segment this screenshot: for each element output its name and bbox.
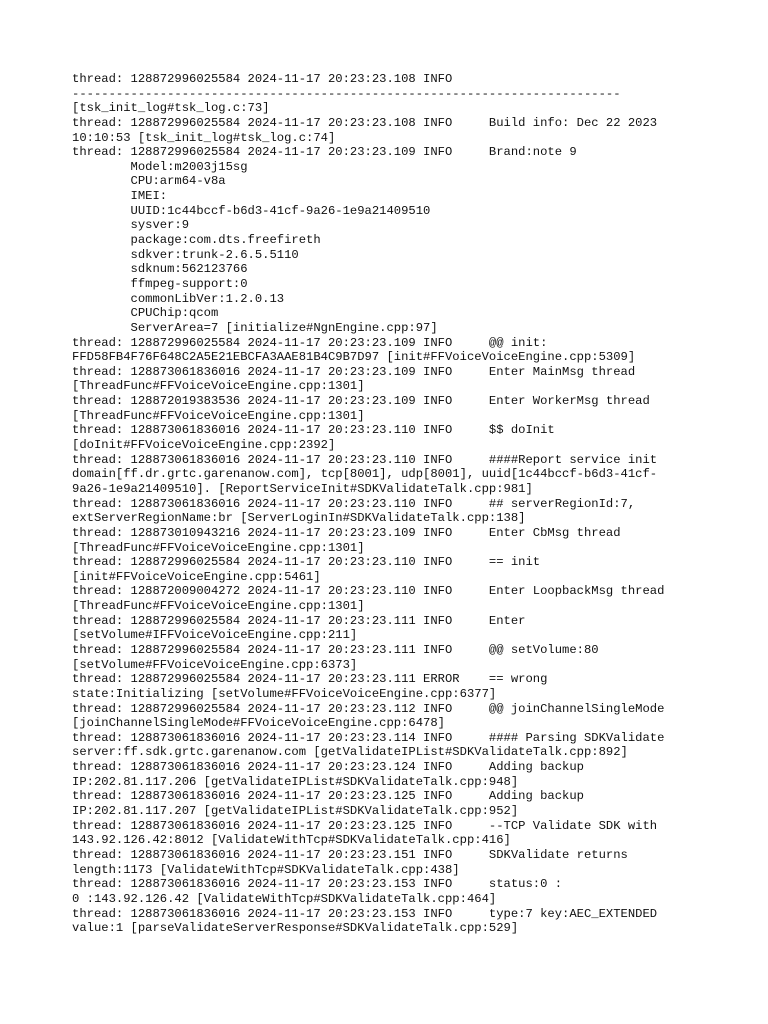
log-line: domain[ff.dr.grtc.garenanow.com], tcp[8001], udp[8001], uuid[1c44bccf-b6d3-41cf- (72, 467, 658, 482)
log-document (72, 72, 752, 936)
log-line: CPUChip:qcom (72, 306, 219, 321)
log-line: [joinChannelSingleMode#FFVoiceVoiceEngine.cpp:6478] (72, 716, 445, 731)
log-line: sysver:9 (72, 218, 190, 233)
log-line: thread: 128872996025584 2024-11-17 20:23:23.111 INFO @@ setVolume:80 (72, 642, 599, 657)
log-line: IP:202.81.117.206 [getValidateIPList#SDKValidateTalk.cpp:948] (72, 774, 519, 789)
log-line: [setVolume#FFVoiceVoiceEngine.cpp:6373] (72, 657, 358, 672)
log-line: thread: 128872996025584 2024-11-17 20:23:23.108 INFO (72, 72, 453, 86)
log-line: thread: 128873061836016 2024-11-17 20:23:23.110 INFO ####Report service init (72, 452, 658, 467)
log-line: [ThreadFunc#FFVoiceVoiceEngine.cpp:1301] (72, 408, 365, 423)
log-line: state:Initializing [setVolume#FFVoiceVoiceEngine.cpp:6377] (72, 686, 497, 701)
log-line: ffmpeg-support:0 (72, 276, 248, 291)
log-line: extServerRegionName:br [ServerLoginIn#SDKValidateTalk.cpp:138] (72, 511, 526, 526)
log-line: [ThreadFunc#FFVoiceVoiceEngine.cpp:1301] (72, 540, 365, 555)
log-line: [tsk_init_log#tsk_log.c:73] (72, 101, 270, 116)
log-line: thread: 128873061836016 2024-11-17 20:23:23.151 INFO SDKValidate returns (72, 847, 628, 862)
log-line: thread: 128872019383536 2024-11-17 20:23:23.109 INFO Enter WorkerMsg thread (72, 394, 650, 409)
log-line: sdkver:trunk-2.6.5.5110 (72, 247, 299, 262)
log-line: thread: 128873061836016 2024-11-17 20:23:23.153 INFO status:0 : (72, 877, 563, 892)
log-line: thread: 128873061836016 2024-11-17 20:23:23.109 INFO Enter MainMsg thread (72, 364, 636, 379)
log-line: thread: 128872996025584 2024-11-17 20:23:23.109 INFO Brand:note 9 (72, 145, 577, 160)
log-line: IMEI: (72, 189, 168, 204)
log-line: 9a26-1e9a21409510]. [ReportServiceInit#SDKValidateTalk.cpp:981] (72, 481, 533, 496)
log-line: [init#FFVoiceVoiceEngine.cpp:5461] (72, 569, 321, 584)
log-line: thread: 128873061836016 2024-11-17 20:23:23.153 INFO type:7 key:AEC_EXTENDED (72, 906, 658, 921)
log-line: [ThreadFunc#FFVoiceVoiceEngine.cpp:1301] (72, 599, 365, 614)
log-line: UUID:1c44bccf-b6d3-41cf-9a26-1e9a21409510 (72, 203, 431, 218)
log-line: thread: 128872996025584 2024-11-17 20:23:23.111 INFO Enter (72, 613, 526, 628)
log-line: [setVolume#IFFVoiceVoiceEngine.cpp:211] (72, 628, 358, 643)
log-line: thread: 128873061836016 2024-11-17 20:23:23.125 INFO --TCP Validate SDK with (72, 818, 658, 833)
log-line: 10:10:53 [tsk_init_log#tsk_log.c:74] (72, 130, 336, 145)
log-line: value:1 [parseValidateServerResponse#SDKValidateTalk.cpp:529] (72, 921, 519, 936)
log-line: [doInit#FFVoiceVoiceEngine.cpp:2392] (72, 438, 336, 453)
log-line: thread: 128872009004272 2024-11-17 20:23:23.110 INFO Enter LoopbackMsg thread (72, 584, 665, 599)
log-line: thread: 128872996025584 2024-11-17 20:23:23.110 INFO == init (72, 555, 541, 570)
log-line: thread: 128872996025584 2024-11-17 20:23:23.112 INFO @@ joinChannelSingleMode (72, 701, 665, 716)
log-line: sdknum:562123766 (72, 262, 248, 277)
log-line: thread: 128872996025584 2024-11-17 20:23:23.111 ERROR == wrong (72, 672, 548, 687)
log-line: thread: 128872996025584 2024-11-17 20:23:23.108 INFO Build info: Dec 22 2023 (72, 115, 658, 130)
log-line: thread: 128873061836016 2024-11-17 20:23:23.110 INFO ## serverRegionId:7, (72, 496, 636, 511)
log-line: length:1173 [ValidateWithTcp#SDKValidateTalk.cpp:438] (72, 862, 460, 877)
log-line: thread: 128873061836016 2024-11-17 20:23:23.124 INFO Adding backup (72, 760, 584, 775)
log-line: thread: 128872996025584 2024-11-17 20:23:23.109 INFO @@ init: (72, 335, 548, 350)
log-line: FFD58FB4F76F648C2A5E21EBCFA3AAE81B4C9B7D97 [init#FFVoiceVoiceEngine.cpp:5309] (72, 350, 636, 365)
log-line: thread: 128873010943216 2024-11-17 20:23:23.109 INFO Enter CbMsg thread (72, 525, 621, 540)
log-line: thread: 128873061836016 2024-11-17 20:23:23.110 INFO $$ doInit (72, 423, 555, 438)
log-line: IP:202.81.117.207 [getValidateIPList#SDKValidateTalk.cpp:952] (72, 804, 519, 819)
log-line: server:ff.sdk.grtc.garenanow.com [getValidateIPList#SDKValidateTalk.cpp:892] (72, 745, 628, 760)
log-line: commonLibVer:1.2.0.13 (72, 291, 285, 306)
log-line: thread: 128873061836016 2024-11-17 20:23:23.114 INFO #### Parsing SDKValidate (72, 730, 665, 745)
log-line: --------------------------------------------------------------------------- (72, 86, 621, 101)
log-line: [ThreadFunc#FFVoiceVoiceEngine.cpp:1301] (72, 379, 365, 394)
log-line: thread: 128873061836016 2024-11-17 20:23:23.125 INFO Adding backup (72, 789, 584, 804)
log-line: 0 :143.92.126.42 [ValidateWithTcp#SDKValidateTalk.cpp:464] (72, 891, 497, 906)
log-line: Model:m2003j15sg (72, 159, 248, 174)
log-line: ServerArea=7 [initialize#NgnEngine.cpp:97] (72, 320, 438, 335)
log-line: CPU:arm64-v8a (72, 174, 226, 189)
log-line: package:com.dts.freefireth (72, 233, 321, 248)
log-line: 143.92.126.42:8012 [ValidateWithTcp#SDKValidateTalk.cpp:416] (72, 833, 511, 848)
